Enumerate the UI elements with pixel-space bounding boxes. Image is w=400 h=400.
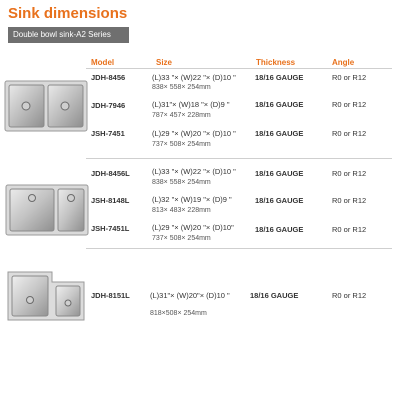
table-row-size-inches: (L)33 "× (W)22 "× (D)10 ": [152, 167, 236, 176]
table-row-angle: R0 or R12: [332, 291, 367, 300]
table-row-model: JDH-7946: [91, 101, 126, 110]
header-model: Model: [91, 58, 115, 67]
series-label-bar: Double bowl sink-A2 Series: [8, 27, 129, 43]
table-row-model: JSH-7451: [91, 129, 125, 138]
divider-bottom: [86, 248, 392, 249]
table-row-angle: R0 or R12: [332, 129, 367, 138]
sink-image-large-small-bowl: [5, 184, 89, 236]
table-row-model: JDH-8456: [91, 73, 126, 82]
table-row-thickness: 18/16 GAUGE: [255, 100, 304, 109]
table-row-thickness: 18/16 GAUGE: [255, 169, 304, 178]
table-row-angle: R0 or R12: [332, 100, 367, 109]
table-row-size-inches: (L)32 "× (W)19 "× (D)9 ": [152, 195, 232, 204]
table-row-thickness: 18/16 GAUGE: [255, 196, 304, 205]
header-angle: Angle: [332, 58, 355, 67]
table-row-angle: R0 or R12: [332, 73, 367, 82]
table-row-angle: R0 or R12: [332, 169, 367, 178]
table-row-size-inches: (L)33 "× (W)22 "× (D)10 ": [152, 73, 236, 82]
table-row-angle: R0 or R12: [332, 225, 367, 234]
table-row-size-mm: 787× 457× 228mm: [152, 112, 211, 119]
table-row-thickness: 18/16 GAUGE: [255, 73, 304, 82]
table-row-model: JSH-8148L: [91, 196, 130, 205]
page-title: Sink dimensions: [8, 5, 128, 22]
table-row-model: JDH-8456L: [91, 169, 130, 178]
table-row-thickness: 18/16 GAUGE: [255, 129, 304, 138]
table-row-model: JDH-8151L: [91, 291, 130, 300]
table-row-size-mm: 737× 508× 254mm: [152, 141, 211, 148]
table-row-size-mm: 737× 508× 254mm: [152, 235, 211, 242]
table-row-model: JSH-7451L: [91, 224, 130, 233]
table-row-size-mm: 818×508× 254mm: [150, 310, 207, 317]
table-row-size-mm: 838× 558× 254mm: [152, 84, 211, 91]
table-row-size-inches: (L)31"× (W)20"× (D)10 ": [150, 291, 230, 300]
table-row-thickness: 18/16 GAUGE: [250, 291, 299, 300]
table-row-size-inches: (L)31"× (W)18 "× (D)9 ": [152, 100, 230, 109]
table-row-size-mm: 838× 558× 254mm: [152, 179, 211, 186]
sink-image-stepped-bowl: [6, 270, 86, 322]
table-row-angle: R0 or R12: [332, 196, 367, 205]
header-size: Size: [156, 58, 173, 67]
sink-image-double-bowl: [4, 80, 88, 132]
header-thickness: Thickness: [256, 58, 296, 67]
divider-middle: [86, 158, 392, 159]
table-row-thickness: 18/16 GAUGE: [255, 225, 304, 234]
table-row-size-mm: 813× 483× 228mm: [152, 207, 211, 214]
divider-top: [86, 68, 392, 69]
table-row-size-inches: (L)29 "× (W)20 "× (D)10": [152, 223, 234, 232]
table-row-size-inches: (L)29 "× (W)20 "× (D)10 ": [152, 129, 236, 138]
